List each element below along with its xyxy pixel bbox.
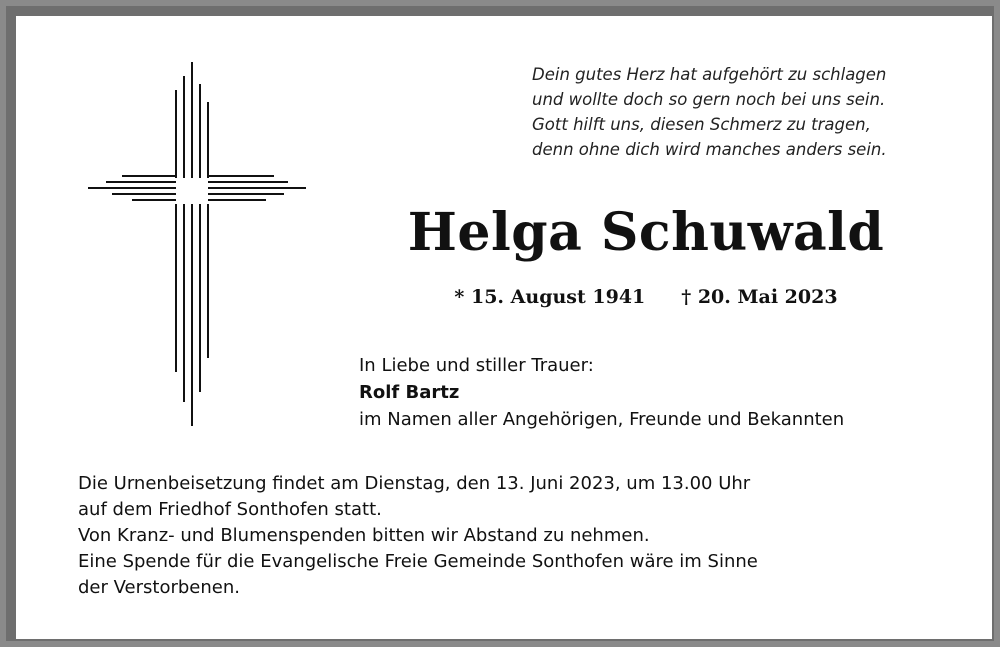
- line-cross-icon: [76, 62, 316, 442]
- death-date: † 20. Mai 2023: [681, 286, 838, 308]
- funeral-info: [78, 471, 958, 601]
- info-line: auf dem Friedhof Sonthofen statt.: [78, 499, 382, 520]
- mourners-intro: In Liebe und stiller Trauer:: [359, 355, 594, 376]
- mourner-name: Rolf Bartz: [359, 382, 460, 403]
- mourners-outro: im Namen aller Angehörigen, Freunde und Bekannten: [359, 409, 845, 430]
- poem-line: und wollte doch so gern noch bei uns sein.: [532, 90, 886, 109]
- poem: [532, 62, 952, 162]
- life-dates: [376, 286, 916, 308]
- birth-date: * 15. August 1941: [454, 286, 646, 308]
- poem-line: denn ohne dich wird manches anders sein.: [532, 140, 887, 159]
- obituary-notice: [16, 16, 992, 639]
- notice-frame: [6, 6, 994, 641]
- info-line: der Verstorbenen.: [78, 577, 240, 598]
- poem-line: Gott hilft uns, diesen Schmerz zu tragen,: [532, 115, 871, 134]
- info-line: Die Urnenbeisetzung findet am Dienstag, den 13. Juni 2023, um 13.00 Uhr: [78, 473, 751, 494]
- info-line: Von Kranz- und Blumenspenden bitten wir Abstand zu nehmen.: [78, 525, 650, 546]
- info-line: Eine Spende für die Evangelische Freie Gemeinde Sonthofen wäre im Sinne: [78, 551, 758, 572]
- poem-line: Dein gutes Herz hat aufgehört zu schlagen: [532, 65, 887, 84]
- mourners-block: [359, 352, 844, 433]
- deceased-name: Helga Schuwald: [407, 202, 885, 263]
